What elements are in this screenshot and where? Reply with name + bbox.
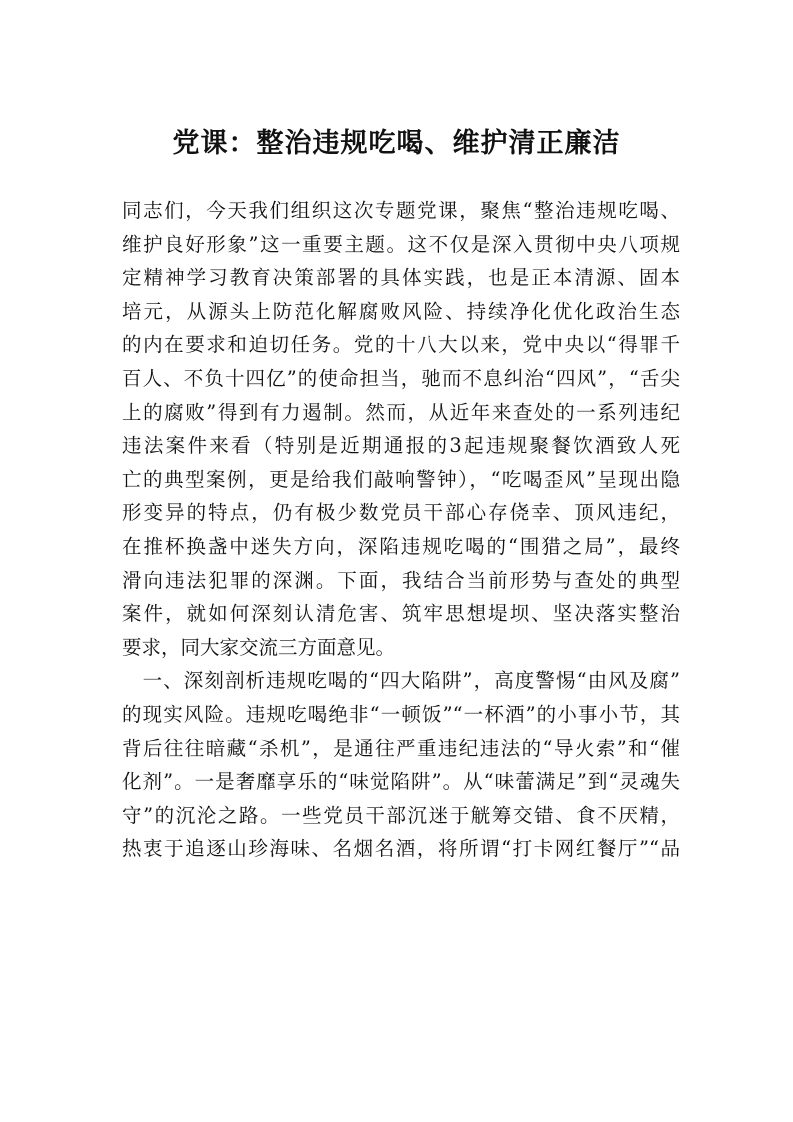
text-line: 案件，就如何深刻认清危害、筑牢思想堤坝、坚决落实整治 [122, 602, 680, 626]
text-line: 形变异的特点，仍有极少数党员干部心存侥幸、顶风违纪， [122, 501, 680, 525]
text-line: 定精神学习教育决策部署的具体实践，也是正本清源、固本 [122, 266, 680, 290]
text-line: 要求，同大家交流三方面意见。 [122, 635, 396, 659]
text-line: 亡的典型案例，更是给我们敲响警钟），“吃喝歪风”呈现出隐 [122, 467, 680, 491]
document-title: 党课：整治违规吃喝、维护清正廉洁 [172, 128, 621, 159]
paragraph-section-one [122, 664, 680, 866]
text-line: 上的腐败”得到有力遏制。然而，从近年来查处的一系列违纪 [122, 400, 680, 424]
text-line: 百人、不负十四亿”的使命担当，驰而不息纠治“四风”，“舌尖 [122, 366, 680, 390]
text-line: 滑向违法犯罪的深渊。下面，我结合当前形势与查处的典型 [122, 568, 680, 592]
text-line: 的现实风险。违规吃喝绝非“一顿饭”“一杯酒”的小事小节，其 [122, 702, 680, 726]
text-line: 守”的沉沦之路。一些党员干部沉迷于觥筹交错、食不厌精， [122, 803, 680, 827]
text-line: 一、深刻剖析违规吃喝的“四大陷阱”，高度警惕“由风及腐” [122, 669, 680, 693]
text-line: 维护良好形象”这一重要主题。这不仅是深入贯彻中央八项规 [122, 232, 680, 256]
text-line: 在推杯换盏中迷失方向，深陷违规吃喝的“围猎之局”，最终 [122, 534, 680, 558]
document-body [122, 194, 680, 866]
text-line: 的内在要求和迫切任务。党的十八大以来，党中央以“得罪千 [122, 333, 680, 357]
text-line: 违法案件来看（特别是近期通报的3起违规聚餐饮酒致人死 [122, 434, 680, 458]
paragraph-intro [122, 194, 680, 664]
text-line: 同志们，今天我们组织这次专题党课，聚焦“整治违规吃喝、 [122, 199, 680, 222]
text-line: 热衷于追逐山珍海味、名烟名酒，将所谓“打卡网红餐厅”“品 [122, 837, 680, 861]
text-line: 化剂”。一是奢靡享乐的“味觉陷阱”。从“味蕾满足”到“灵魂失 [122, 770, 680, 794]
text-line: 培元，从源头上防范化解腐败风险、持续净化优化政治生态 [122, 299, 680, 323]
text-line: 背后往往暗藏“杀机”，是通往严重违纪违法的“导火索”和“催 [122, 736, 680, 760]
